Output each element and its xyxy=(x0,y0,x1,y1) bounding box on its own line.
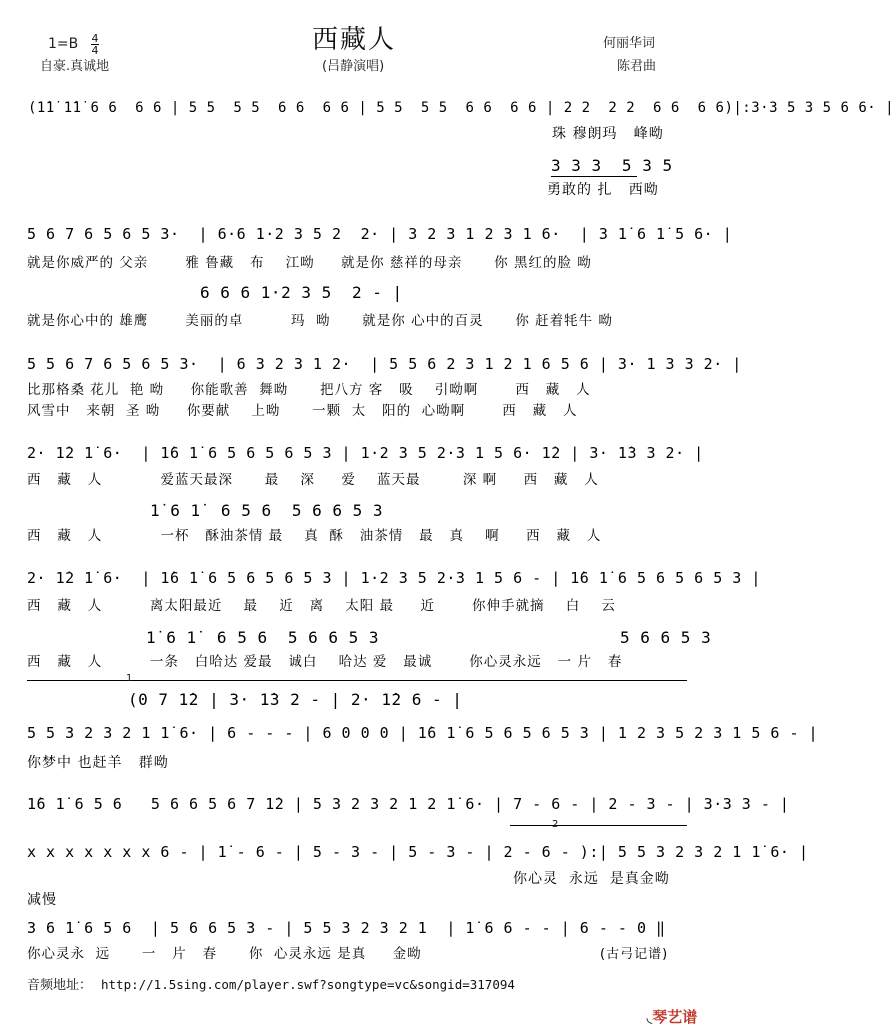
notation-row-9: 3 6 1̇ 6 5 6 | 5 6 6 5 3 - | 5 5 3 2 3 2 1 | 1̇ 6 6 - - | 6 - - 0 ‖ xyxy=(27,919,666,937)
volta-2-mark: 2 xyxy=(552,819,559,830)
lyricist-credit: 何丽华词 xyxy=(603,36,656,51)
notation-row-6: 5 5 3 2 3 2 1 1̇ 6· | 6 - - - | 6 0 0 0 | 1̇6 1̇ 6 5 6 5 6 5 3 | 1 2 3 5 2 3 1 5 6 - | xyxy=(27,724,819,742)
audio-label: 音频地址： xyxy=(27,978,93,993)
notation-row-8: x x x x x x x 6 - | 1̇ - 6 - | 5 - 3 - | 5 - 3 - | 2 - 6 - ):| 5 5 3 2 3 2 1 1̇ 6· | xyxy=(27,843,809,861)
lyric-row-6: 你梦中 也赶羊 群呦 xyxy=(27,755,169,771)
audio-url-link[interactable]: http://1.5sing.com/player.swf?songtype=vc&songid=317094 xyxy=(101,977,515,992)
tempo-marking: 减慢 xyxy=(27,892,57,908)
lyric-row-1b: 勇敢的 扎 西呦 xyxy=(547,182,659,198)
notation-row-6a: (0 7 1̇2 | 3· 1̇3 2 - | 2· 1̇2 6 - | xyxy=(128,690,463,709)
lyric-row-1a: 珠 穆朗玛 峰呦 xyxy=(552,126,664,142)
notation-source: (古弓记谱) xyxy=(600,947,669,962)
lyric-row-3b: 风雪中 来朝 圣 呦 你要献 上呦 一颗 太 阳的 心呦啊 西 藏 人 xyxy=(27,403,578,419)
notation-row-4b: 1̇ 6 1̇ 6 5 6 5 6 6 5 3 xyxy=(150,501,384,520)
volta-2-line xyxy=(510,825,687,826)
lyric-row-8: 你心灵 永远 是真金呦 xyxy=(513,871,670,887)
singer-credit: (吕静演唱) xyxy=(322,59,385,74)
notation-row-7: 1̇6 1̇ 6 5 6 5 6 6 5 6 7 1̇2 | 5 3 2 3 2 1 2 1̇ 6· | 7 - 6 - | 2 - 3 - | 3·3 3 - | xyxy=(27,795,790,813)
notation-row-4: 2· 1̇2 1̇ 6· | 1̇6 1̇ 6 5 6 5 6 5 3 | 1·2 3 5 2·3 1 5 6· 1̇2 | 3· 1̇3 3 2· | xyxy=(27,444,704,462)
lyric-row-2b: 就是你心中的 雄鹰 美丽的卓 玛 呦 就是你 心中的百灵 你 赶着牦牛 呦 xyxy=(27,313,613,329)
notation-row-5c: 5 6 6 5 3 xyxy=(620,628,712,647)
notation-row-1b: 3 3 3 5 3 5 xyxy=(551,156,673,175)
composer-credit: 陈君曲 xyxy=(617,59,657,74)
logo-icon: ◟ xyxy=(646,1008,653,1026)
site-logo xyxy=(636,995,697,1025)
lyric-row-4b: 西 藏 人 一杯 酥油茶情 最 真 酥 油茶情 最 真 啊 西 藏 人 xyxy=(27,528,602,544)
meter-top: 4 xyxy=(91,32,99,45)
lyric-row-5a: 西 藏 人 离太阳最近 最 近 离 太阳 最 近 你伸手就摘 白 云 xyxy=(27,598,616,614)
lyric-row-2a: 就是你威严的 父亲 雅 鲁藏 布 江呦 就是你 慈祥的母亲 你 黑红的脸 呦 xyxy=(27,255,592,271)
logo-text: 琴艺谱 xyxy=(652,1008,698,1026)
time-signature xyxy=(90,33,100,56)
volta-mark: 1 xyxy=(126,673,133,684)
lyric-row-4a: 西 藏 人 爱蓝天最深 最 深 爱 蓝天最 深 啊 西 藏 人 xyxy=(27,472,599,488)
key-signature: 1=B xyxy=(48,36,79,52)
meter-bottom: 4 xyxy=(91,44,99,57)
notation-row-3: 5 5 6 7 6 5 6 5 3· | 6 3 2 3 1 2· | 5 5 6 2 3 1 2 1 6 5 6 | 3· 1 3 3 2· | xyxy=(27,355,742,373)
lyric-row-9: 你心灵永 远 一 片 春 你 心灵永远 是真 金呦 xyxy=(27,946,422,962)
notation-row-5b: 1̇ 6 1̇ 6 5 6 5 6 6 5 3 xyxy=(146,628,380,647)
song-title: 西藏人 xyxy=(312,25,397,55)
notation-row-1: (1̇1̇ 1̇1̇ 6 6 6 6 | 5 5 5 5 6 6 6 6 | 5 5 5 5 6 6 6 6 | 2 2 2 2 6 6 6 6)|:3·3 5 3 5 6 6· | xyxy=(28,100,894,116)
lyric-row-3a: 比那格桑 花儿 艳 呦 你能歌善 舞呦 把八方 客 吸 引呦啊 西 藏 人 xyxy=(27,382,591,398)
notation-row-2b: 6 6 6 1·2 3 5 2 - | xyxy=(200,283,403,302)
expression-marking: 自豪.真诚地 xyxy=(40,59,110,74)
notation-row-5: 2· 1̇2 1̇ 6· | 1̇6 1̇ 6 5 6 5 6 5 3 | 1·2 3 5 2·3 1 5 6 - | 1̇6 1̇ 6 5 6 5 6 5 3 | xyxy=(27,569,761,587)
lyric-row-5b: 西 藏 人 一条 白哈达 爱最 诚白 哈达 爱 最诚 你心灵永远 一 片 春 xyxy=(27,654,623,670)
beam-line xyxy=(551,176,637,177)
notation-row-2: 5 6 7 6 5 6 5 3· | 6·6 1·2 3 5 2 2· | 3 2 3 1 2 3 1 6· | 3 1̇ 6 1̇ 5 6· | xyxy=(27,225,733,243)
